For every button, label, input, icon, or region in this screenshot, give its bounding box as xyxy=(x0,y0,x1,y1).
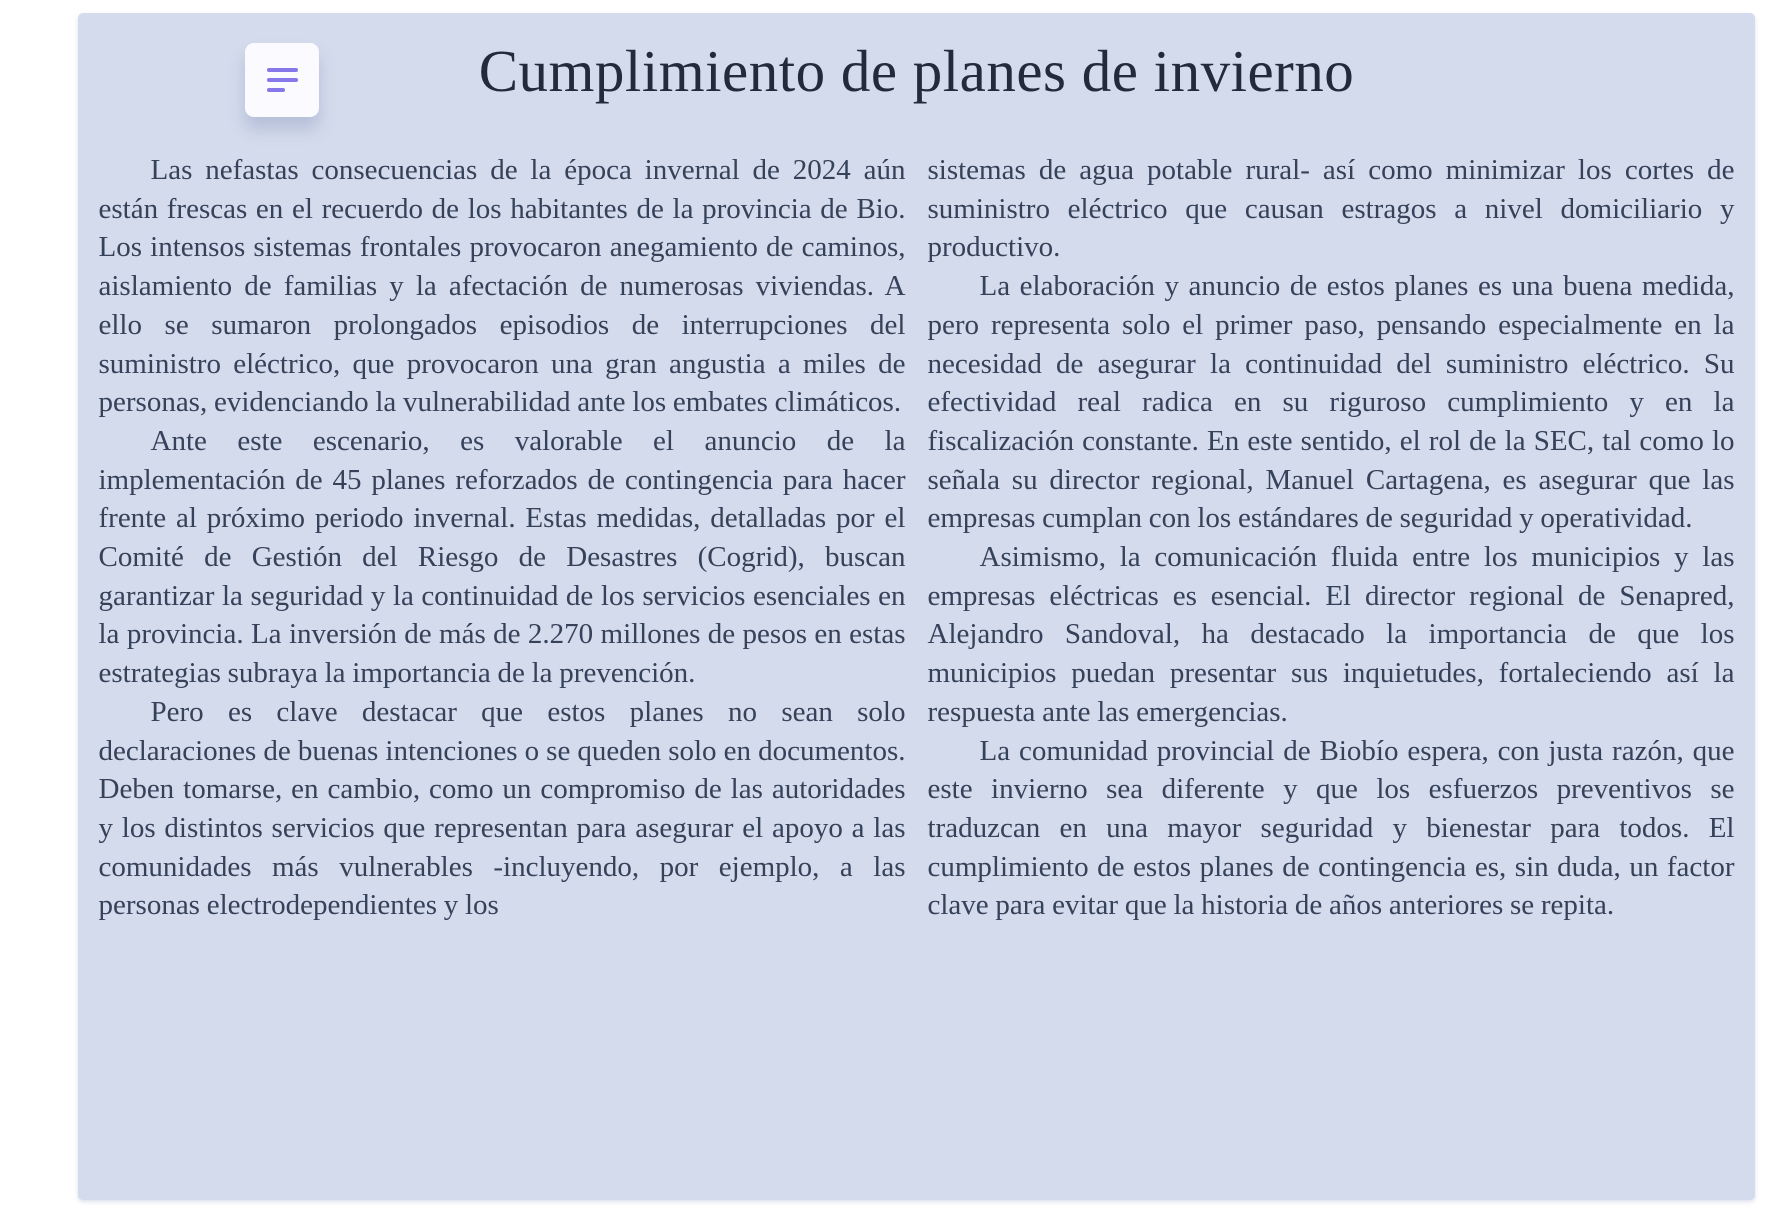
page-title: Cumplimiento de planes de invierno xyxy=(478,38,1355,104)
article-column-right xyxy=(928,151,1735,925)
article-paragraph: La elaboración y anuncio de estos planes es una buena medida, pero representa solo el primer paso, pensando especialmente en la necesidad de asegurar la continuidad del suministro eléctrico. Su efectividad real radica en su riguroso cumplimiento y en la fiscalización constante. En este sentido, el rol de la SEC, tal como lo señala su director regional, Manuel Cartagena, es asegurar que las empresas cumplan con los estándares de seguridad y operatividad. xyxy=(927,270,1735,535)
notes-icon-line xyxy=(267,78,298,82)
article-paragraph: Las nefastas consecuencias de la época invernal de 2024 aún están frescas en el recuerdo de los habitantes de la provincia de Bio. Los intensos sistemas frontales provocaron anegamiento de caminos, aislamiento de familias y la afectación de numerosas viviendas. A ello se sumaron prolongados episodios de interrupciones del suministro eléctrico, que provocaron una gran angustia a miles de personas, evidenciando la vulnerabilidad ante los embates climáticos. xyxy=(98,154,906,419)
article-column-left xyxy=(99,151,906,925)
article-body xyxy=(99,151,1735,925)
article-paragraph: Asimismo, la comunicación fluida entre los municipios y las empresas eléctricas es esencial. El director regional de Senapred, Alejandro Sandoval, ha destacado la importancia de que los municipios puedan presentar sus inquietudes, fortaleciendo así la respuesta ante las emergencias. xyxy=(927,541,1735,728)
article-paragraph: Pero es clave destacar que estos planes no sean solo declaraciones de buenas intenciones o se queden solo en documentos. Deben tomarse, en cambio, como un compromiso de las autoridades y los distintos servicios que representan para asegurar el apoyo a las comunidades más vulnerables -incluyendo, por ejemplo, a las personas electrodependientes y los xyxy=(98,695,906,922)
notes-icon xyxy=(245,43,319,117)
article-paragraph: sistemas de agua potable rural- así como minimizar los cortes de suministro eléctrico que causan estragos a nivel domiciliario y productivo. xyxy=(927,154,1735,264)
article-paragraph: La comunidad provincial de Biobío espera, con justa razón, que este invierno sea diferente y que los esfuerzos preventivos se traduzcan en una mayor seguridad y bienestar para todos. El cumplimiento de estos planes de contingencia es, sin duda, un factor clave para evitar que la historia de años anteriores se repita. xyxy=(927,734,1735,922)
notes-icon-line xyxy=(267,88,285,92)
notes-icon-line xyxy=(267,68,298,72)
article-header xyxy=(78,13,1755,141)
article-panel xyxy=(78,13,1755,1200)
article-paragraph: Ante este escenario, es valorable el anuncio de la implementación de 45 planes reforzados de contingencia para hacer frente al próximo periodo invernal. Estas medidas, detalladas por el Comité de Gestión del Riesgo de Desastres (Cogrid), buscan garantizar la seguridad y la continuidad de los servicios esenciales en la provincia. La inversión de más de 2.270 millones de pesos en estas estrategias subraya la importancia de la prevención. xyxy=(98,424,906,690)
